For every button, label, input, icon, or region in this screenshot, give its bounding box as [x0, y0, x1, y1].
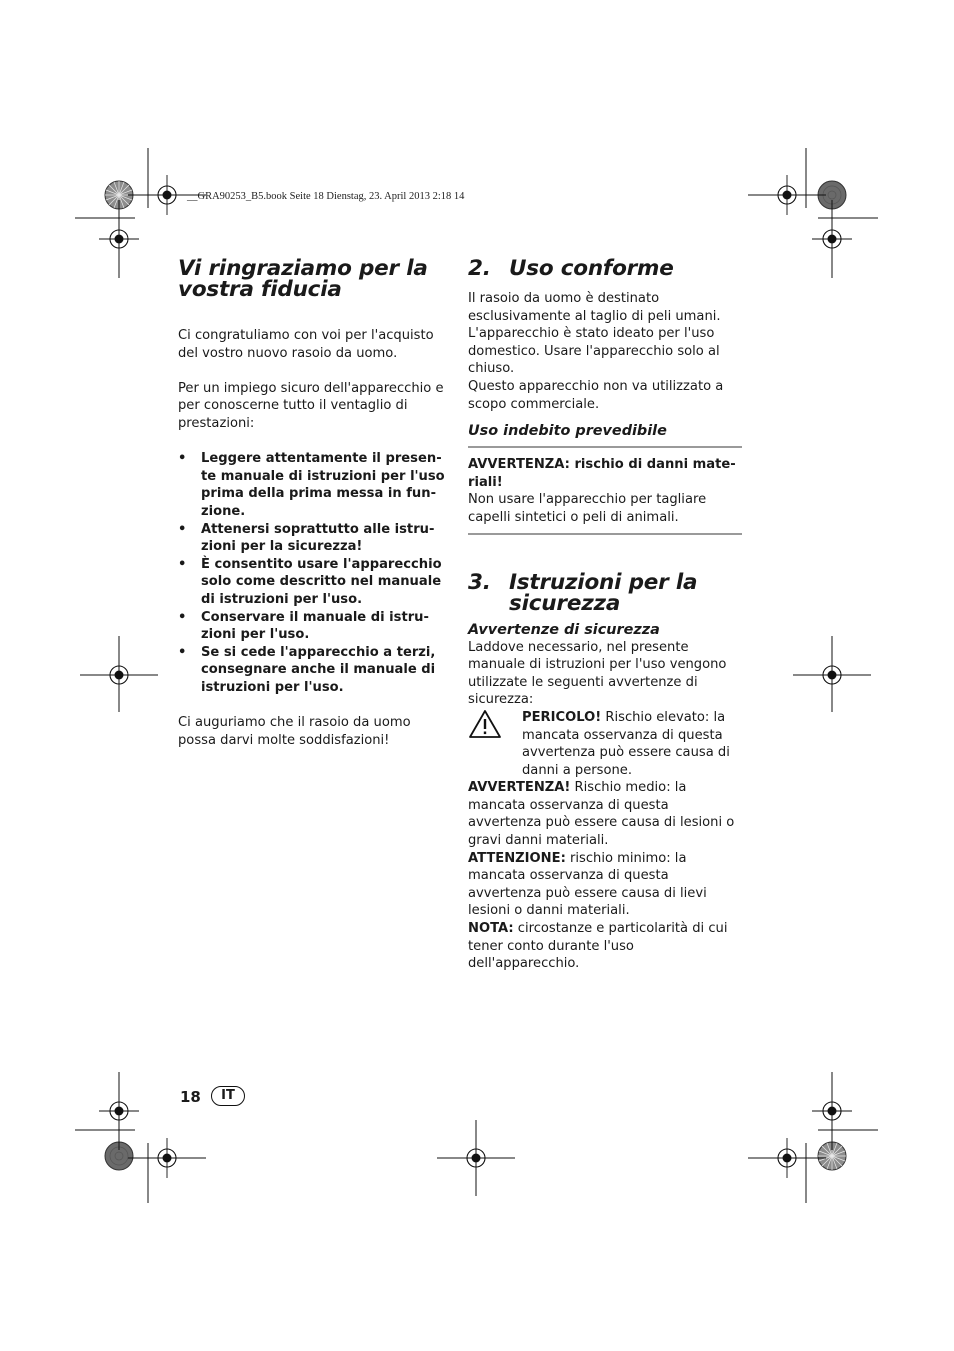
warning-triangle-icon	[468, 709, 522, 779]
danger-description: Rischio elevato: la mancata osservanza di questa avvertenza può essere causa di danni a persone.	[522, 709, 730, 778]
intro-paragraph-1: Ci congratuliamo con voi per l'acquisto del vostro nuovo rasoio da uomo.	[178, 328, 434, 361]
intro-paragraph-3: Ci auguriamo che il rasoio da uomo possa darvi molte soddisfazioni!	[178, 715, 411, 748]
language-badge: IT	[211, 1086, 245, 1106]
intro-title-line1: Vi ringraziamo per la	[178, 256, 428, 281]
danger-label: PERICOLO!	[522, 709, 602, 725]
intro-title	[178, 258, 450, 300]
warning-description: Rischio medio: la mancata osservanza di questa avvertenza può essere causa di lesioni o gravi danni materiali.	[468, 780, 735, 849]
caution-description: rischio minimo: la mancata osservanza di questa avvertenza può essere causa di lievi lesioni o danni materiali.	[468, 850, 707, 919]
section-3-title	[468, 569, 742, 616]
danger-notice	[468, 709, 742, 779]
section-3-title-line1: Istruzioni per la	[509, 569, 698, 595]
page-number: 18	[180, 1088, 201, 1106]
right-column	[468, 258, 742, 973]
list-item: • Attenersi soprattutto alle istruzioni per la sicurezza!	[178, 521, 450, 556]
caution-notice	[468, 850, 742, 920]
material-damage-warning-box	[468, 446, 742, 534]
list-item: • Conservare il manuale di istruzioni per l'uso.	[178, 609, 450, 644]
note-notice	[468, 920, 742, 973]
intro-paragraph-2: Per un impiego sicuro dell'apparecchio e per conoscerne tutto il ventaglio di prestazioni:	[178, 380, 444, 431]
note-description: circostanze e particolarità di cui tener conto durante l'uso dell'apparecchio.	[468, 921, 728, 972]
section-2-title	[468, 258, 742, 279]
section-3-title-line2: sicurezza	[509, 590, 621, 616]
warning-notice	[468, 779, 742, 849]
left-column	[178, 258, 450, 749]
list-item: • Se si cede l'apparecchio a terzi, consegnare anche il manuale di istruzioni per l'uso.	[178, 644, 450, 697]
warning-label: AVVERTENZA!	[468, 780, 571, 796]
section-2-title-text: Uso conforme	[509, 256, 674, 281]
section-2-number: 2.	[468, 256, 491, 281]
misuse-subheading: Uso indebito prevedibile	[468, 423, 667, 440]
warning-text: Non usare l'apparecchio per tagliare capelli sintetici o peli di animali.	[468, 492, 707, 525]
list-item: • Leggere attentamente il presente manuale di istruzioni per l'uso prima della prima messa in funzione.	[178, 450, 450, 520]
print-slug: __GRA90253_B5.book Seite 18 Dienstag, 23. April 2013 2:18 14	[187, 191, 465, 202]
warning-title: AVVERTENZA: rischio di danni materiali!	[468, 457, 736, 490]
caution-label: ATTENZIONE:	[468, 850, 566, 866]
intro-title-line2: vostra fiducia	[178, 277, 342, 302]
section-2-paragraph-3: Questo apparecchio non va utilizzato a scopo commerciale.	[468, 378, 724, 412]
note-label: NOTA:	[468, 921, 514, 937]
section-3-number: 3.	[468, 569, 491, 595]
safety-intro: Laddove necessario, nel presente manuale di istruzioni per l'uso vengono utilizzate le seguenti avvertenze di sicurezza:	[468, 639, 727, 708]
list-item: • È consentito usare l'apparecchio solo come descritto nel manuale di istruzioni per l'uso.	[178, 556, 450, 609]
safety-notices-subheading: Avvertenze di sicurezza	[468, 621, 660, 638]
danger-text	[522, 709, 742, 779]
instructions-list	[178, 450, 450, 696]
section-2-paragraph-2: L'apparecchio è stato ideato per l'uso domestico. Usare l'apparecchio solo al chiuso.	[468, 326, 720, 377]
section-2-paragraph-1: Il rasoio da uomo è destinato esclusivamente al taglio di peli umani.	[468, 291, 721, 324]
